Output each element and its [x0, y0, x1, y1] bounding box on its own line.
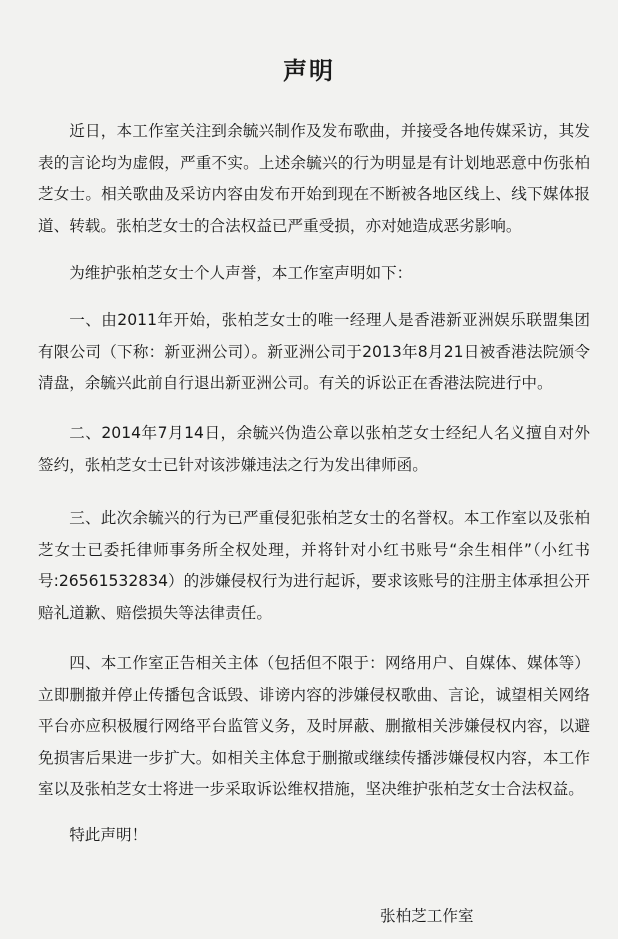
paragraph-point-4: 四、本工作室正告相关主体（包括但不限于：网络用户、自媒体、媒体等）立即删撤并停止传播包含诋毁、诽谤内容的涉嫌侵权歌曲、言论，诚望相关网络平台亦应积极履行网络平台监管义务，及时屏蔽、删撤相关涉嫌侵权内容，以避免损害后果进一步扩大。如相关主体怠于删撤或继续传播涉嫌侵权内容，本工作室以及张柏芝女士将进一步采取诉讼维权措施，坚决维护张柏芝女士合法权益。 [38, 654, 590, 798]
paragraph-intro: 近日，本工作室关注到余毓兴制作及发布歌曲，并接受各地传媒采访，其发表的言论均为虚假，严重不实。上述余毓兴的行为明显是有计划地恶意中伤张柏芝女士。相关歌曲及采访内容由发布开始到现在不断被各地区线上、线下媒体报道、转载。张柏芝女士的合法权益已严重受损，亦对她造成恶劣影响。 [38, 122, 590, 235]
paragraph-point-2: 二、2014年7月14日，余毓兴伪造公章以张柏芝女士经纪人名义擅自对外签约，张柏芝女士已针对该涉嫌违法之行为发出律师函。 [38, 424, 590, 474]
paragraph-preamble: 为维护张柏芝女士个人声誉，本工作室声明如下： [69, 264, 413, 282]
signature: 张柏芝工作室 [380, 907, 474, 925]
document-title: 声明 [283, 57, 335, 85]
paragraph-point-3: 三、此次余毓兴的行为已严重侵犯张柏芝女士的名誉权。本工作室以及张柏芝女士已委托律师事务所全权处理，并将针对小红书账号“余生相伴”（小红书号:26561532834）的涉嫌侵权行为进行起诉，要求该账号的注册主体承担公开赔礼道歉、赔偿损失等法律责任。 [38, 509, 590, 622]
paragraph-point-1: 一、由2011年开始，张柏芝女士的唯一经理人是香港新亚洲娱乐联盟集团有限公司（下称：新亚洲公司）。新亚洲公司于2013年8月21日被香港法院颁令清盘，余毓兴此前自行退出新亚洲公司。有关的诉讼正在香港法院进行中。 [38, 311, 590, 392]
paragraph-closing: 特此声明！ [69, 826, 148, 844]
